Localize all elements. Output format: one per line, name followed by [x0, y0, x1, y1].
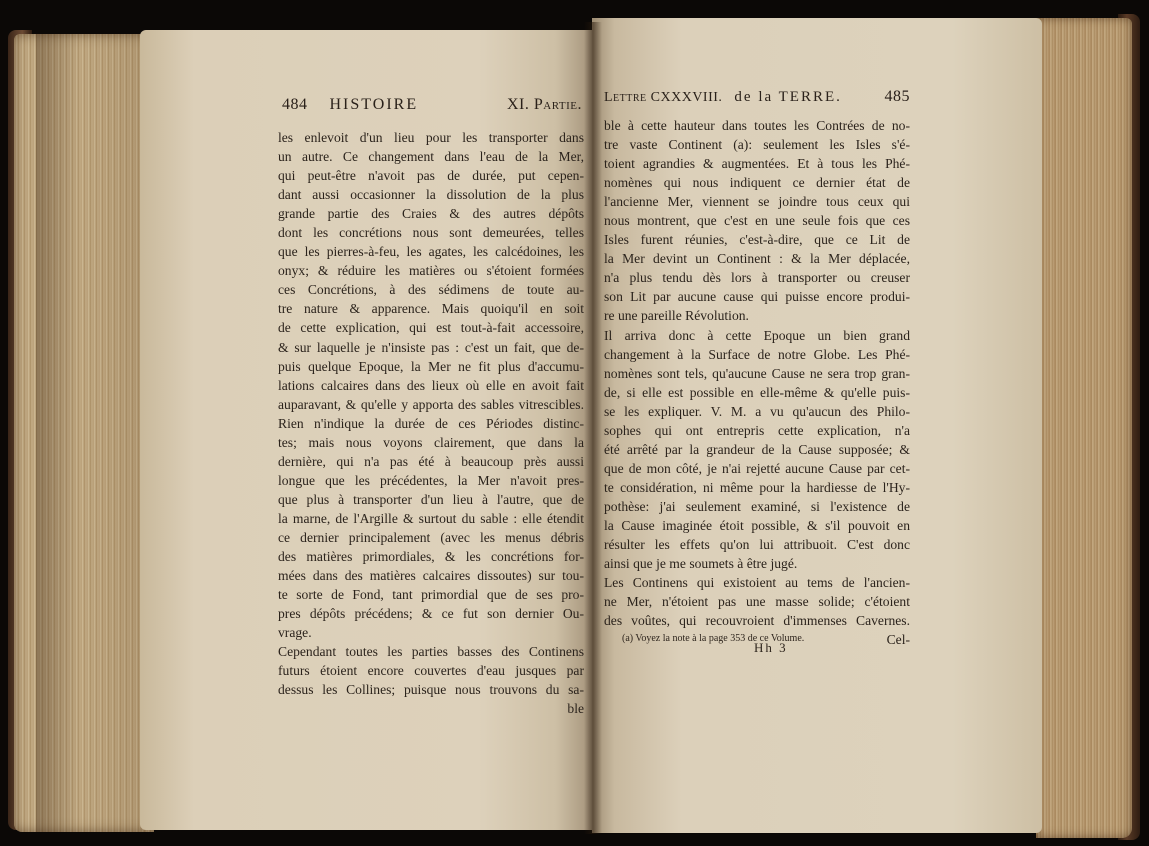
right-text-line: changement à la Surface de notre Globe. Les Phé-: [604, 346, 910, 362]
right-text-line: tre vaste Continent (a): seulement les Isles s'é-: [604, 137, 910, 153]
right-text-line: la Cause imaginée étoit possible, & s'il pouvoit en: [604, 517, 910, 533]
right-running-title: de la TERRE.: [734, 89, 842, 105]
left-text-line: ces Concrétions, à des sédimens de toute au-: [278, 282, 584, 298]
left-text-line: dernière, qui n'a pas été à beaucoup près aussi: [278, 453, 584, 469]
right-text-line: Les Continens qui existoient au tems de l'ancien-: [604, 575, 910, 591]
left-text-line: mées dans des matières calcaires dissoutes) sur tou-: [278, 568, 584, 584]
right-text-line: Cel-: [886, 632, 910, 648]
left-text-line: dessus les Collines; puisque nous trouvons du sa-: [278, 682, 584, 698]
right-text-line: ne Mer, n'étoient pas une masse solide; c'étoient: [604, 594, 910, 610]
right-text-line: des voûtes, qui recouvroient d'immenses Cavernes.: [604, 613, 910, 629]
right-text-line: que de mon côté, je n'ai rejetté aucune Cause par cet-: [604, 460, 910, 476]
left-running-head: [282, 96, 582, 114]
right-text-line: ainsi que je me soumets à être jugé.: [604, 556, 798, 572]
right-text-line: ble à cette hauteur dans toutes les Contrées de no-: [604, 118, 910, 133]
right-text-line: nous montrent, que c'est en une seule fois que ces: [604, 213, 910, 229]
left-text-line: vrage.: [278, 625, 312, 641]
left-text-line: qui peut-être n'avoit pas de durée, put cepen-: [278, 168, 584, 184]
left-text-line: grande partie des Craies & des autres dépôts: [278, 206, 584, 222]
right-text-line: résulter les effets qu'on lui attribuoit. C'est donc: [604, 537, 910, 553]
left-text-line: te sorte de Fond, tant primordial que de ses pro-: [278, 587, 584, 603]
right-text-line: se les expliquer. V. M. a vu qu'aucun des Philo-: [604, 403, 910, 419]
left-text-line: que les pierres-à-feu, les agates, les calcédoines, les: [278, 244, 584, 260]
right-text-line: sophes qui ont entrepris cette explication, n'a: [604, 422, 910, 438]
left-text-line: ce dernier principalement (avec les menus débris: [278, 529, 584, 545]
right-text-line: n'a plus tendu dès lors à transporter ou creuser: [604, 270, 910, 286]
left-text-line: que plus à transporter d'un lieu à l'autre, que de: [278, 491, 584, 507]
left-text-line: un autre. Ce changement dans l'eau de la Mer,: [278, 149, 584, 165]
footnote: (a) Voyez la note à la page 353 de ce Volume.: [622, 633, 805, 644]
right-text-line: Isles furent réunies, c'est-à-dire, que ce Lit de: [604, 232, 910, 248]
left-text-line: auparavant, & qu'elle y apporta des sables vitrescibles.: [278, 396, 584, 412]
left-running-part: XI. Partie.: [506, 96, 582, 113]
left-text-line: Rien n'indique la durée de ces Périodes distinc-: [278, 415, 584, 431]
left-text-line: pres dépôts précédens; & ce fut son dernier Ou-: [278, 606, 584, 622]
right-body-text: [604, 116, 910, 649]
right-text-line: Il arriva donc à cette Epoque un bien grand: [604, 327, 910, 343]
left-text-line: dont les concrétions nous sont demeurées, telles: [278, 225, 584, 241]
left-text-line: lations calcaires dans des lieux où elle en avoit fait: [278, 377, 584, 393]
right-running-head: [604, 88, 910, 106]
left-text-line: longue que les précédentes, la Mer n'avoit pres-: [278, 472, 584, 488]
left-text-line: ble: [567, 701, 584, 717]
right-text-line: re une pareille Révolution.: [604, 308, 749, 324]
left-body-text: [278, 128, 584, 718]
signature-mark: Hh 3: [754, 640, 788, 655]
left-text-line: la marne, de l'Argille & surtout du sable : elle étendit: [278, 510, 584, 526]
book-gutter: [584, 22, 602, 834]
right-text-line: nomènes qui nous indiquent ce dernier état de: [604, 175, 910, 191]
right-text-line: te considération, ni même pour la hardiesse de l'Hy-: [604, 479, 910, 495]
left-text-line: Cependant toutes les parties basses des Continens: [278, 644, 584, 660]
left-page-number: 484: [282, 96, 308, 113]
left-text-line: tes; mais nous voyons clairement, que dans la: [278, 434, 584, 450]
right-text-line: de, si elle est possible en elle-même & qu'elle puis-: [604, 384, 910, 400]
left-text-line: puis quelque Epoque, la Mer ne fit plus d'accumu-: [278, 358, 584, 374]
left-text-line: les enlevoit d'un lieu pour les transporter dans: [278, 130, 584, 145]
right-fore-edge: [1036, 18, 1132, 838]
right-text-line: l'ancienne Mer, viennent se joindre tous ceux qui: [604, 194, 910, 210]
left-text-line: onyx; & réduire les matières ou s'étoient formées: [278, 263, 584, 279]
right-text-line: la Mer devint un Continent : & la Mer déplacée,: [604, 251, 910, 267]
left-text-line: des matières primordiales, & les concrétions for-: [278, 549, 584, 565]
right-text-line: été arrêté par la grandeur de la Cause supposée; &: [604, 441, 910, 457]
left-text-line: de cette explication, qui est tout-à-fait accessoire,: [278, 320, 584, 336]
right-text-line: son Lit par aucune cause qui puisse encore produi-: [604, 289, 910, 305]
right-text-line: toient agrandies & augmentées. Et à tous les Phé-: [604, 156, 910, 172]
left-running-title: HISTOIRE: [329, 96, 419, 113]
left-text-line: & sur laquelle je n'insiste pas : c'est un fait, que de-: [278, 339, 584, 355]
left-text-line: futurs étoient encore couvertes d'eau jusques par: [278, 663, 584, 679]
right-page-number: 485: [884, 88, 910, 105]
right-text-line: nomènes sont tels, qu'aucune Cause ne sera trop gran-: [604, 365, 910, 381]
right-text-line: pothèse: j'ai seulement examiné, si l'existence de: [604, 498, 910, 514]
left-fore-edge-shade: [36, 34, 146, 832]
right-running-letter: Lettre CXXXVIII.: [604, 90, 723, 105]
left-text-line: tre nature & apparence. Mais quoiqu'il en soit: [278, 301, 584, 317]
left-text-line: dant aussi occasionner la dissolution de la plus: [278, 187, 584, 203]
